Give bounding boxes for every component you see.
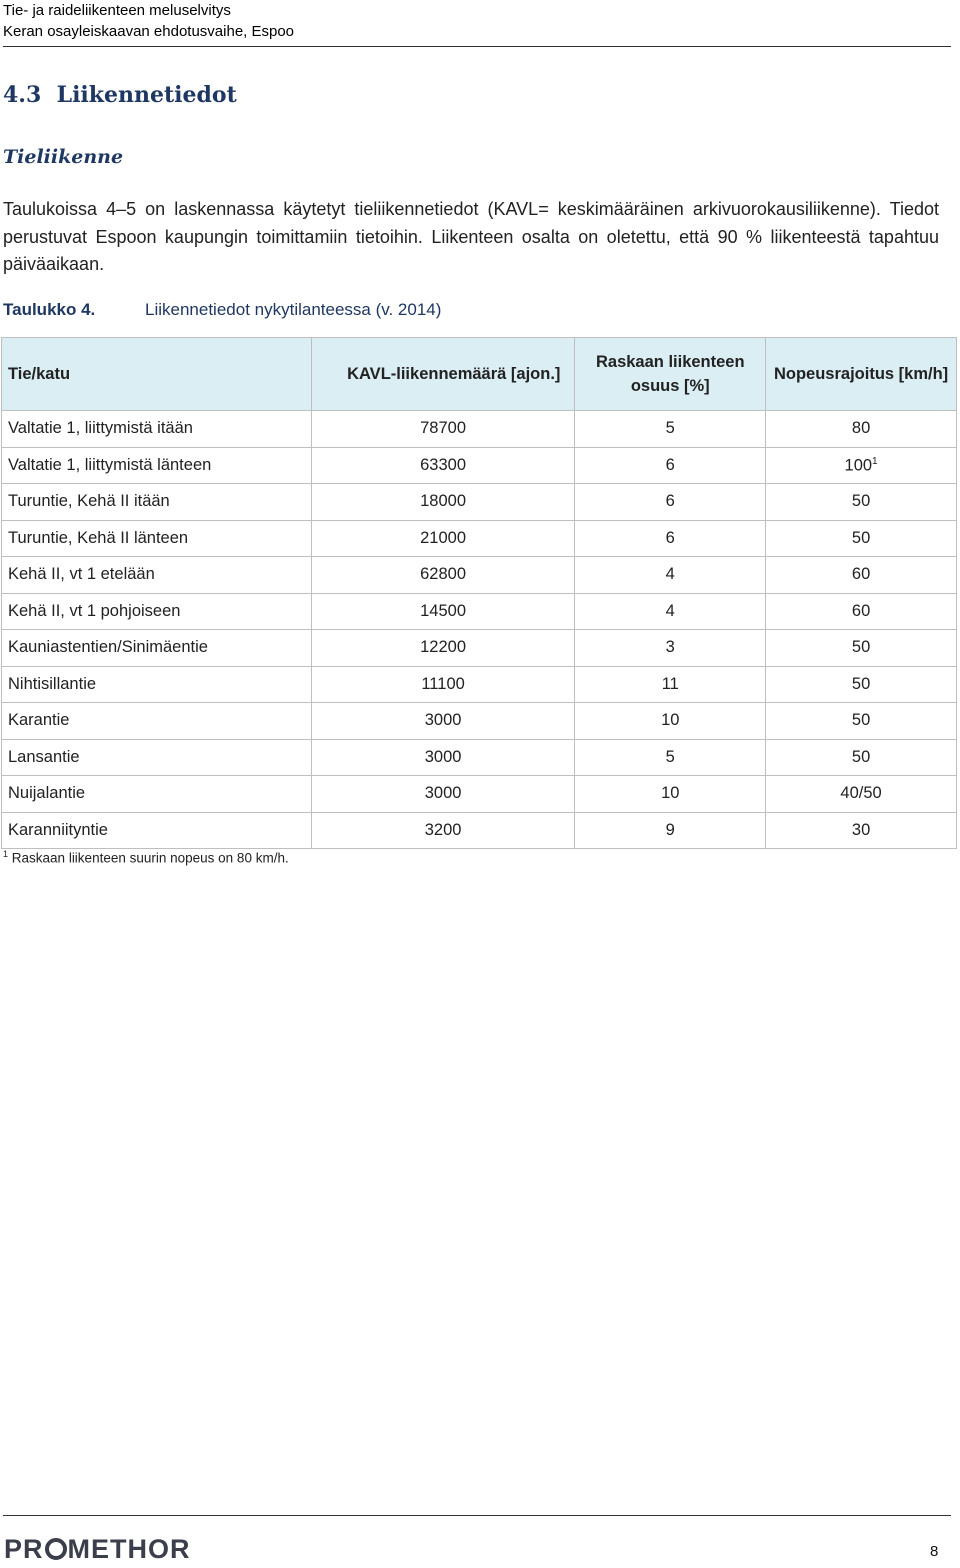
table-row <box>2 666 957 703</box>
cell-kavl <box>311 484 575 521</box>
cell-road-value: Nihtisillantie <box>8 674 97 693</box>
header-speed-limit: Nopeusrajoitus [km/h] <box>766 338 957 411</box>
cell-heavy-share <box>575 447 766 484</box>
header-title: Tie- ja raideliikenteen meluselvitys <box>3 2 231 19</box>
cell-heavy-share-value: 4 <box>665 601 675 620</box>
table-row <box>2 703 957 740</box>
cell-road-value: Kehä II, vt 1 etelään <box>8 565 155 584</box>
cell-heavy-share <box>575 812 766 849</box>
section-title: Liikennetiedot <box>56 82 237 108</box>
cell-heavy-share-value: 6 <box>665 455 675 474</box>
cell-kavl-value: 3000 <box>424 747 462 766</box>
cell-heavy-share <box>575 703 766 740</box>
header-road: Tie/katu <box>2 338 312 411</box>
logo-text-end: METHOR <box>67 1534 191 1564</box>
cell-road-value: Valtatie 1, liittymistä länteen <box>8 455 212 474</box>
cell-kavl-value: 78700 <box>420 419 467 438</box>
cell-heavy-share <box>575 520 766 557</box>
cell-kavl-value: 62800 <box>420 565 467 584</box>
cell-speed-limit <box>766 484 957 521</box>
cell-road <box>2 520 312 557</box>
cell-kavl-value: 3000 <box>424 784 462 803</box>
table-row <box>2 520 957 557</box>
cell-heavy-share-value: 9 <box>665 820 675 839</box>
cell-heavy-share-value: 11 <box>661 674 679 693</box>
cell-road-value: Kauniastentien/Sinimäentie <box>8 638 208 657</box>
cell-road <box>2 593 312 630</box>
cell-road <box>2 812 312 849</box>
cell-road <box>2 703 312 740</box>
cell-kavl-value: 14500 <box>420 601 467 620</box>
table-row <box>2 484 957 521</box>
cell-kavl-value: 3000 <box>424 711 462 730</box>
cell-speed-limit-value: 50 <box>851 492 871 511</box>
cell-road <box>2 666 312 703</box>
cell-kavl-value: 11100 <box>421 674 465 693</box>
promethor-logo <box>4 1534 191 1565</box>
running-header <box>3 0 955 42</box>
cell-kavl <box>311 812 575 849</box>
logo-text-start: PR <box>4 1534 44 1564</box>
cell-road-value: Turuntie, Kehä II länteen <box>8 528 189 547</box>
cell-speed-limit <box>766 447 957 484</box>
cell-road-value: Kehä II, vt 1 pohjoiseen <box>8 601 181 620</box>
intro-paragraph: Taulukoissa 4–5 on laskennassa käytetyt tieliikennetiedot (KAVL= keskimääräinen arkivuorokausiliikenne). Tiedot perustuvat Espoon kaupungin toimittamiin tietoihin. Liikenteen osalta on oletettu, että 90 % liikenteestä tapahtuu päiväaikaan. <box>3 199 939 274</box>
cell-heavy-share-value: 6 <box>665 528 675 547</box>
cell-speed-limit <box>766 739 957 776</box>
cell-speed-limit <box>766 703 957 740</box>
cell-heavy-share-value: 4 <box>665 565 675 584</box>
cell-kavl <box>311 630 575 667</box>
table-row <box>2 593 957 630</box>
traffic-table <box>1 337 957 849</box>
cell-heavy-share-value: 3 <box>665 638 675 657</box>
cell-kavl <box>311 520 575 557</box>
cell-heavy-share <box>575 411 766 448</box>
logo-o-mark <box>45 1538 67 1560</box>
cell-speed-limit-value: 50 <box>851 638 871 657</box>
cell-heavy-share <box>575 739 766 776</box>
footnote-text: Raskaan liikenteen suurin nopeus on 80 km/h. <box>11 850 289 866</box>
section-heading <box>3 82 237 108</box>
table-row <box>2 630 957 667</box>
cell-kavl-value: 12200 <box>420 638 467 657</box>
cell-heavy-share-value: 10 <box>661 711 680 730</box>
cell-heavy-share <box>575 593 766 630</box>
cell-heavy-share <box>575 484 766 521</box>
section-number: 4.3 <box>3 82 42 108</box>
cell-speed-limit-value: 60 <box>851 565 871 584</box>
cell-speed-limit-value: 50 <box>851 711 871 730</box>
cell-kavl-value: 21000 <box>420 528 467 547</box>
table-footnote <box>3 849 289 866</box>
cell-heavy-share-value: 6 <box>665 492 675 511</box>
cell-speed-limit <box>766 557 957 594</box>
cell-speed-limit-value: 80 <box>851 419 871 438</box>
table-body <box>2 411 957 849</box>
cell-heavy-share <box>575 557 766 594</box>
header-kavl: KAVL-liikennemäärä [ajon.] <box>311 338 575 411</box>
cell-speed-limit-value: 40/50 <box>840 784 882 803</box>
cell-kavl <box>311 666 575 703</box>
cell-speed-limit <box>766 776 957 813</box>
cell-heavy-share-value: 5 <box>665 419 675 438</box>
subsection-heading: Tieliikenne <box>3 146 124 168</box>
cell-speed-limit-value: 50 <box>851 747 871 766</box>
cell-road <box>2 484 312 521</box>
cell-heavy-share-value: 5 <box>665 747 675 766</box>
cell-kavl <box>311 411 575 448</box>
cell-heavy-share <box>575 666 766 703</box>
cell-speed-limit <box>766 630 957 667</box>
cell-heavy-share <box>575 776 766 813</box>
footer-rule <box>3 1515 951 1516</box>
cell-speed-limit-value: 30 <box>851 820 871 839</box>
cell-speed-limit-value: 50 <box>851 674 871 693</box>
cell-road-value: Karantie <box>8 711 70 730</box>
cell-speed-limit-value: 50 <box>851 528 871 547</box>
cell-speed-limit-value: 100 <box>844 456 873 474</box>
cell-speed-limit <box>766 411 957 448</box>
cell-speed-limit <box>766 666 957 703</box>
cell-road-value: Valtatie 1, liittymistä itään <box>8 419 193 438</box>
cell-kavl <box>311 776 575 813</box>
cell-road <box>2 447 312 484</box>
cell-road-value: Karanniityntie <box>8 820 108 839</box>
cell-heavy-share <box>575 630 766 667</box>
cell-road-value: Nuijalantie <box>8 784 86 803</box>
table-caption-label: Taulukko 4. <box>3 300 96 319</box>
table-row <box>2 776 957 813</box>
footnote-ref: 1 <box>872 455 878 467</box>
cell-heavy-share-value: 10 <box>661 784 680 803</box>
table-row <box>2 411 957 448</box>
table-header-row <box>2 338 957 411</box>
footnote-mark: 1 <box>3 849 9 859</box>
cell-speed-limit <box>766 812 957 849</box>
cell-road-value: Lansantie <box>8 747 80 766</box>
cell-road <box>2 557 312 594</box>
cell-road-value: Turuntie, Kehä II itään <box>8 492 170 511</box>
cell-kavl <box>311 739 575 776</box>
cell-kavl <box>311 447 575 484</box>
table-caption <box>3 300 442 320</box>
cell-kavl <box>311 703 575 740</box>
cell-kavl <box>311 557 575 594</box>
cell-kavl-value: 18000 <box>420 492 467 511</box>
cell-kavl <box>311 593 575 630</box>
cell-road <box>2 630 312 667</box>
cell-speed-limit <box>766 593 957 630</box>
page-number: 8 <box>930 1543 939 1560</box>
table-row <box>2 557 957 594</box>
cell-speed-limit <box>766 520 957 557</box>
header-heavy-share: Raskaan liikenteen osuus [%] <box>575 338 766 411</box>
header-subtitle: Keran osayleiskaavan ehdotusvaihe, Espoo <box>3 23 295 40</box>
table-row <box>2 447 957 484</box>
cell-speed-limit-value: 60 <box>851 601 871 620</box>
cell-road <box>2 739 312 776</box>
table-row <box>2 739 957 776</box>
cell-kavl-value: 3200 <box>424 820 462 839</box>
table-row <box>2 812 957 849</box>
cell-kavl-value: 63300 <box>420 455 467 474</box>
table-caption-text: Liikennetiedot nykytilanteessa (v. 2014) <box>145 300 442 319</box>
header-rule <box>3 46 951 47</box>
cell-road <box>2 411 312 448</box>
cell-road <box>2 776 312 813</box>
